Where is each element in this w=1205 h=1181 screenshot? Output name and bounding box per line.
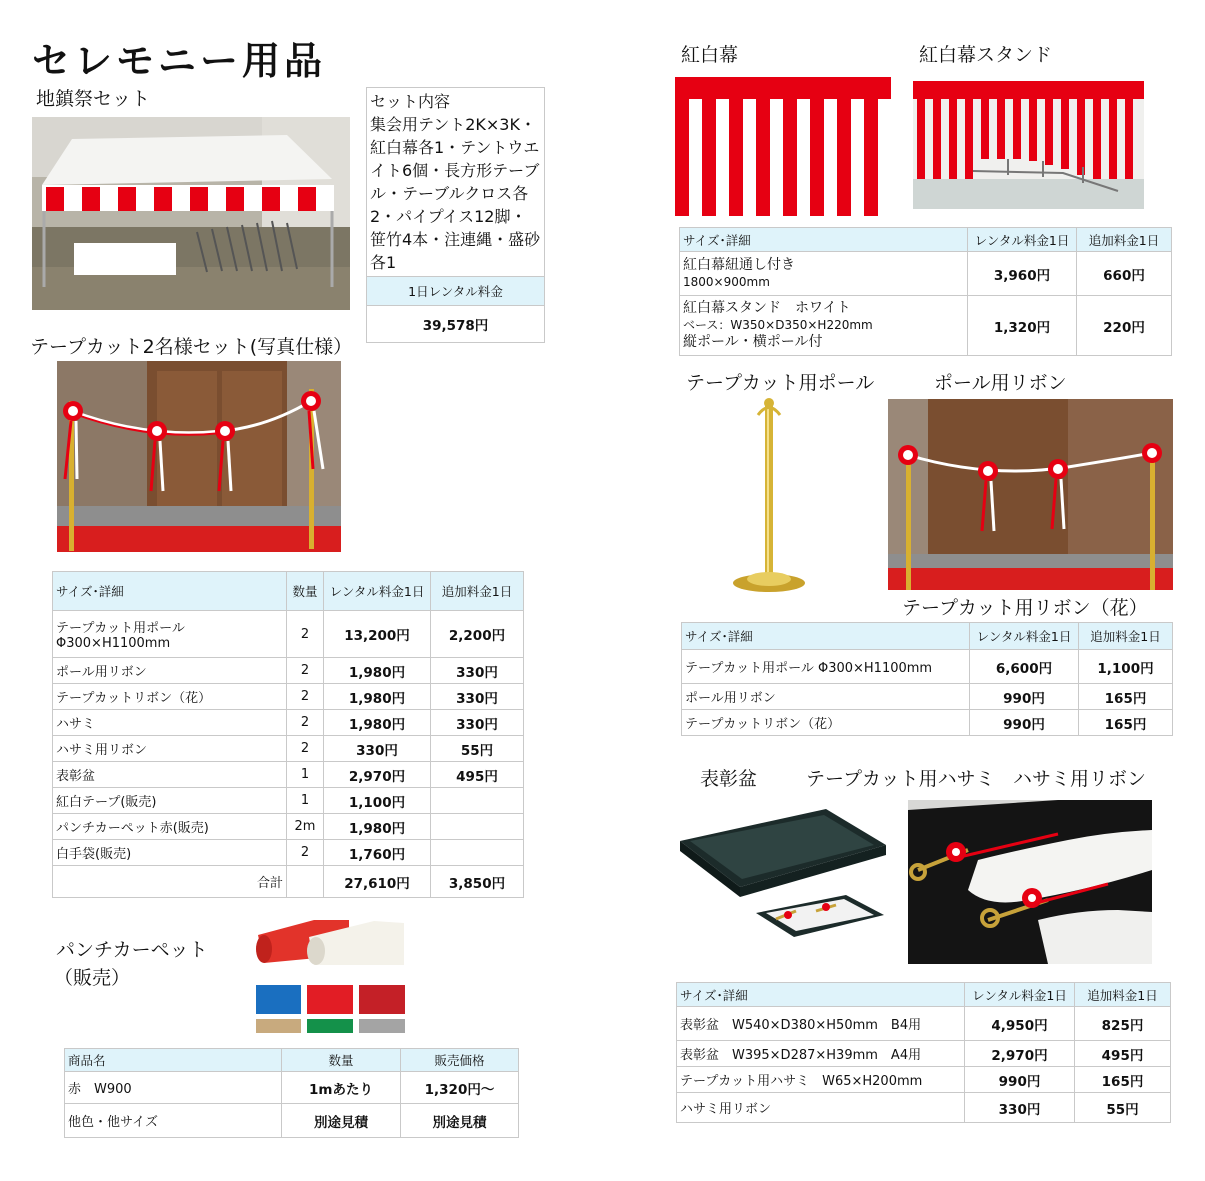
cell-product: 赤 W900 (65, 1072, 282, 1104)
cell-rental: 990円 (970, 710, 1079, 736)
cell-extra: 2,200円 (431, 611, 524, 658)
cell-detail: テープカットリボン（花） (53, 684, 287, 710)
table-row (680, 252, 1172, 296)
cell-detail-line: 1800×900mm (683, 274, 770, 289)
table-row (53, 611, 524, 658)
table-row (682, 650, 1173, 684)
table-row (682, 684, 1173, 710)
cell-price: 別途見積 (401, 1104, 519, 1138)
cell-detail: テープカット用ハサミ W65×H200mm (677, 1067, 965, 1093)
kohaku-maku-label: 紅白幕 (681, 44, 739, 66)
kohaku-maku-photo (675, 77, 891, 216)
cell-detail: 紅白テープ(販売) (53, 788, 287, 814)
col-header: 追加料金1日 (1077, 228, 1172, 252)
col-header: レンタル料金1日 (965, 983, 1075, 1007)
pole-photo (730, 395, 808, 595)
cell-extra: 55円 (431, 736, 524, 762)
table-row (53, 762, 524, 788)
cell-detail: テープカットリボン（花） (682, 710, 970, 736)
scissors-ribbon-label: ハサミ用リボン (1013, 768, 1147, 790)
cell-extra: 495円 (431, 762, 524, 788)
table-row (677, 1041, 1171, 1067)
cell-rental: 2,970円 (965, 1041, 1075, 1067)
carpet-roll-photo (254, 915, 406, 967)
cell-rental: 4,950円 (965, 1007, 1075, 1041)
cell-rental: 6,600円 (970, 650, 1079, 684)
total-extra: 3,850円 (431, 866, 524, 898)
tapecut-set-table (52, 571, 524, 898)
col-header: サイズ･詳細 (682, 623, 970, 650)
cell-rental: 1,100円 (324, 788, 431, 814)
col-header: サイズ･詳細 (53, 572, 287, 611)
cell-detail: ポール用リボン (682, 684, 970, 710)
cell-extra: 825円 (1075, 1007, 1171, 1041)
cell-detail-line: 紅白幕スタンド ホワイト (683, 300, 851, 316)
cell-extra: 660円 (1077, 252, 1172, 296)
table-row (53, 840, 524, 866)
table-row (677, 1067, 1171, 1093)
tray-label: 表彰盆 (700, 768, 758, 790)
jichinsai-price-label: 1日レンタル料金 (367, 276, 544, 305)
carpet-swatch-gray (359, 1019, 405, 1033)
tray-photo (676, 805, 892, 953)
col-header: レンタル料金1日 (970, 623, 1079, 650)
table-row (65, 1104, 519, 1138)
col-header: 商品名 (65, 1049, 282, 1072)
cell-rental: 3,960円 (968, 252, 1077, 296)
cell-qty-empty (287, 866, 324, 898)
cell-qty: 2m (287, 814, 324, 840)
col-header: 追加料金1日 (1079, 623, 1173, 650)
cell-extra: 330円 (431, 710, 524, 736)
carpet-swatch-beige (256, 1019, 301, 1033)
cell-rental: 1,980円 (324, 814, 431, 840)
cell-rental: 2,970円 (324, 762, 431, 788)
cell-qty: 2 (287, 736, 324, 762)
col-header: サイズ･詳細 (677, 983, 965, 1007)
jichinsai-info-box (366, 87, 545, 343)
cell-qty: 1 (287, 788, 324, 814)
cell-rental: 1,760円 (324, 840, 431, 866)
cell-detail-line: 縦ポール・横ポール付 (683, 334, 823, 350)
tray-table (676, 982, 1171, 1123)
table-row (53, 788, 524, 814)
cell-detail: 白手袋(販売) (53, 840, 287, 866)
cell-qty: 2 (287, 684, 324, 710)
cell-rental: 990円 (965, 1067, 1075, 1093)
col-header: 販売価格 (401, 1049, 519, 1072)
cell-qty: 2 (287, 611, 324, 658)
col-header: レンタル料金1日 (968, 228, 1077, 252)
pole-label: テープカット用ポール (686, 372, 875, 394)
cell-extra: 330円 (431, 684, 524, 710)
total-label: 合計 (53, 866, 287, 898)
cell-qty: 2 (287, 840, 324, 866)
cell-rental: 13,200円 (324, 611, 431, 658)
scissors-label: テープカット用ハサミ (806, 768, 995, 790)
tapecut-set-label: テープカット2名様セット(写真仕様） (30, 336, 353, 358)
cell-qty: 2 (287, 710, 324, 736)
carpet-table (64, 1048, 519, 1138)
cell-detail: テープカット用ポール Φ300×H1100mm (682, 650, 970, 684)
carpet-swatch-blue (256, 985, 301, 1014)
cell-extra: 165円 (1079, 710, 1173, 736)
carpet-label-sub: （販売） (54, 967, 131, 989)
cell-qty: 別途見積 (282, 1104, 401, 1138)
cell-detail: パンチカーペット赤(販売) (53, 814, 287, 840)
kohaku-stand-photo (913, 81, 1144, 209)
table-row (53, 814, 524, 840)
table-row (53, 710, 524, 736)
table-row (53, 736, 524, 762)
cell-rental: 1,980円 (324, 658, 431, 684)
cell-extra: 495円 (1075, 1041, 1171, 1067)
carpet-swatch-green (307, 1019, 353, 1033)
cell-rental: 1,980円 (324, 684, 431, 710)
cell-rental: 330円 (324, 736, 431, 762)
carpet-swatch-dark-red (359, 985, 405, 1014)
cell-detail: 表彰盆 (53, 762, 287, 788)
set-contents-text: 集会用テント2K×3K・紅白幕各1・テントウエイト6個・長方形テーブル・テーブルクロス各2・パイプイス12脚・笹竹4本・注連縄・盛砂各1 (370, 115, 541, 272)
cell-detail: ハサミ用リボン (677, 1093, 965, 1123)
col-header: サイズ･詳細 (680, 228, 968, 252)
tapecut-set-photo (57, 361, 341, 552)
table-row (53, 658, 524, 684)
cell-detail-line: ベース：W350×D350×H220mm (683, 318, 873, 332)
col-header: 数量 (287, 572, 324, 611)
col-header: レンタル料金1日 (324, 572, 431, 611)
cell-rental: 1,980円 (324, 710, 431, 736)
flower-ribbon-label: テープカット用リボン（花） (902, 597, 1148, 619)
cell-extra (431, 840, 524, 866)
col-header: 追加料金1日 (1075, 983, 1171, 1007)
cell-detail: テープカット用ポール Φ300×H1100mm (53, 611, 287, 658)
cell-rental: 1,320円 (968, 296, 1077, 356)
cell-extra (431, 788, 524, 814)
pole-table (681, 622, 1173, 736)
carpet-label: パンチカーペット (56, 939, 208, 961)
cell-extra: 165円 (1075, 1067, 1171, 1093)
cell-extra: 220円 (1077, 296, 1172, 356)
table-row-total (53, 866, 524, 898)
table-row (682, 710, 1173, 736)
cell-detail: ハサミ用リボン (53, 736, 287, 762)
table-row (680, 296, 1172, 356)
cell-extra (431, 814, 524, 840)
table-row (65, 1072, 519, 1104)
cell-qty: 1 (287, 762, 324, 788)
cell-qty: 2 (287, 658, 324, 684)
cell-extra: 1,100円 (1079, 650, 1173, 684)
cell-detail: 表彰盆 W395×D287×H39mm A4用 (677, 1041, 965, 1067)
table-row (677, 1007, 1171, 1041)
table-row (677, 1093, 1171, 1123)
cell-qty: 1mあたり (282, 1072, 401, 1104)
set-contents-heading: セット内容 (370, 92, 451, 111)
cell-detail: ハサミ (53, 710, 287, 736)
col-header: 数量 (282, 1049, 401, 1072)
jichinsai-tent-photo (32, 117, 350, 310)
cell-detail-line: 紅白幕紐通し付き (683, 256, 795, 273)
cell-extra: 330円 (431, 658, 524, 684)
total-rental: 27,610円 (324, 866, 431, 898)
scissors-photo (908, 800, 1152, 964)
table-row (53, 684, 524, 710)
kohaku-stand-label: 紅白幕スタンド (919, 44, 1053, 66)
page-title: セレモニー用品 (32, 39, 327, 83)
cell-extra: 165円 (1079, 684, 1173, 710)
cell-rental: 990円 (970, 684, 1079, 710)
cell-detail: 表彰盆 W540×D380×H50mm B4用 (677, 1007, 965, 1041)
cell-detail: ポール用リボン (53, 658, 287, 684)
pole-ribbon-photo (888, 399, 1173, 590)
carpet-swatch-red (307, 985, 353, 1014)
kohaku-table (679, 227, 1172, 356)
col-header: 追加料金1日 (431, 572, 524, 611)
pole-ribbon-label: ポール用リボン (934, 372, 1067, 394)
cell-price: 1,320円～ (401, 1072, 519, 1104)
cell-rental: 330円 (965, 1093, 1075, 1123)
cell-extra: 55円 (1075, 1093, 1171, 1123)
jichinsai-price: 39,578円 (367, 305, 544, 342)
jichinsai-label: 地鎮祭セット (36, 88, 151, 110)
cell-product: 他色・他サイズ (65, 1104, 282, 1138)
